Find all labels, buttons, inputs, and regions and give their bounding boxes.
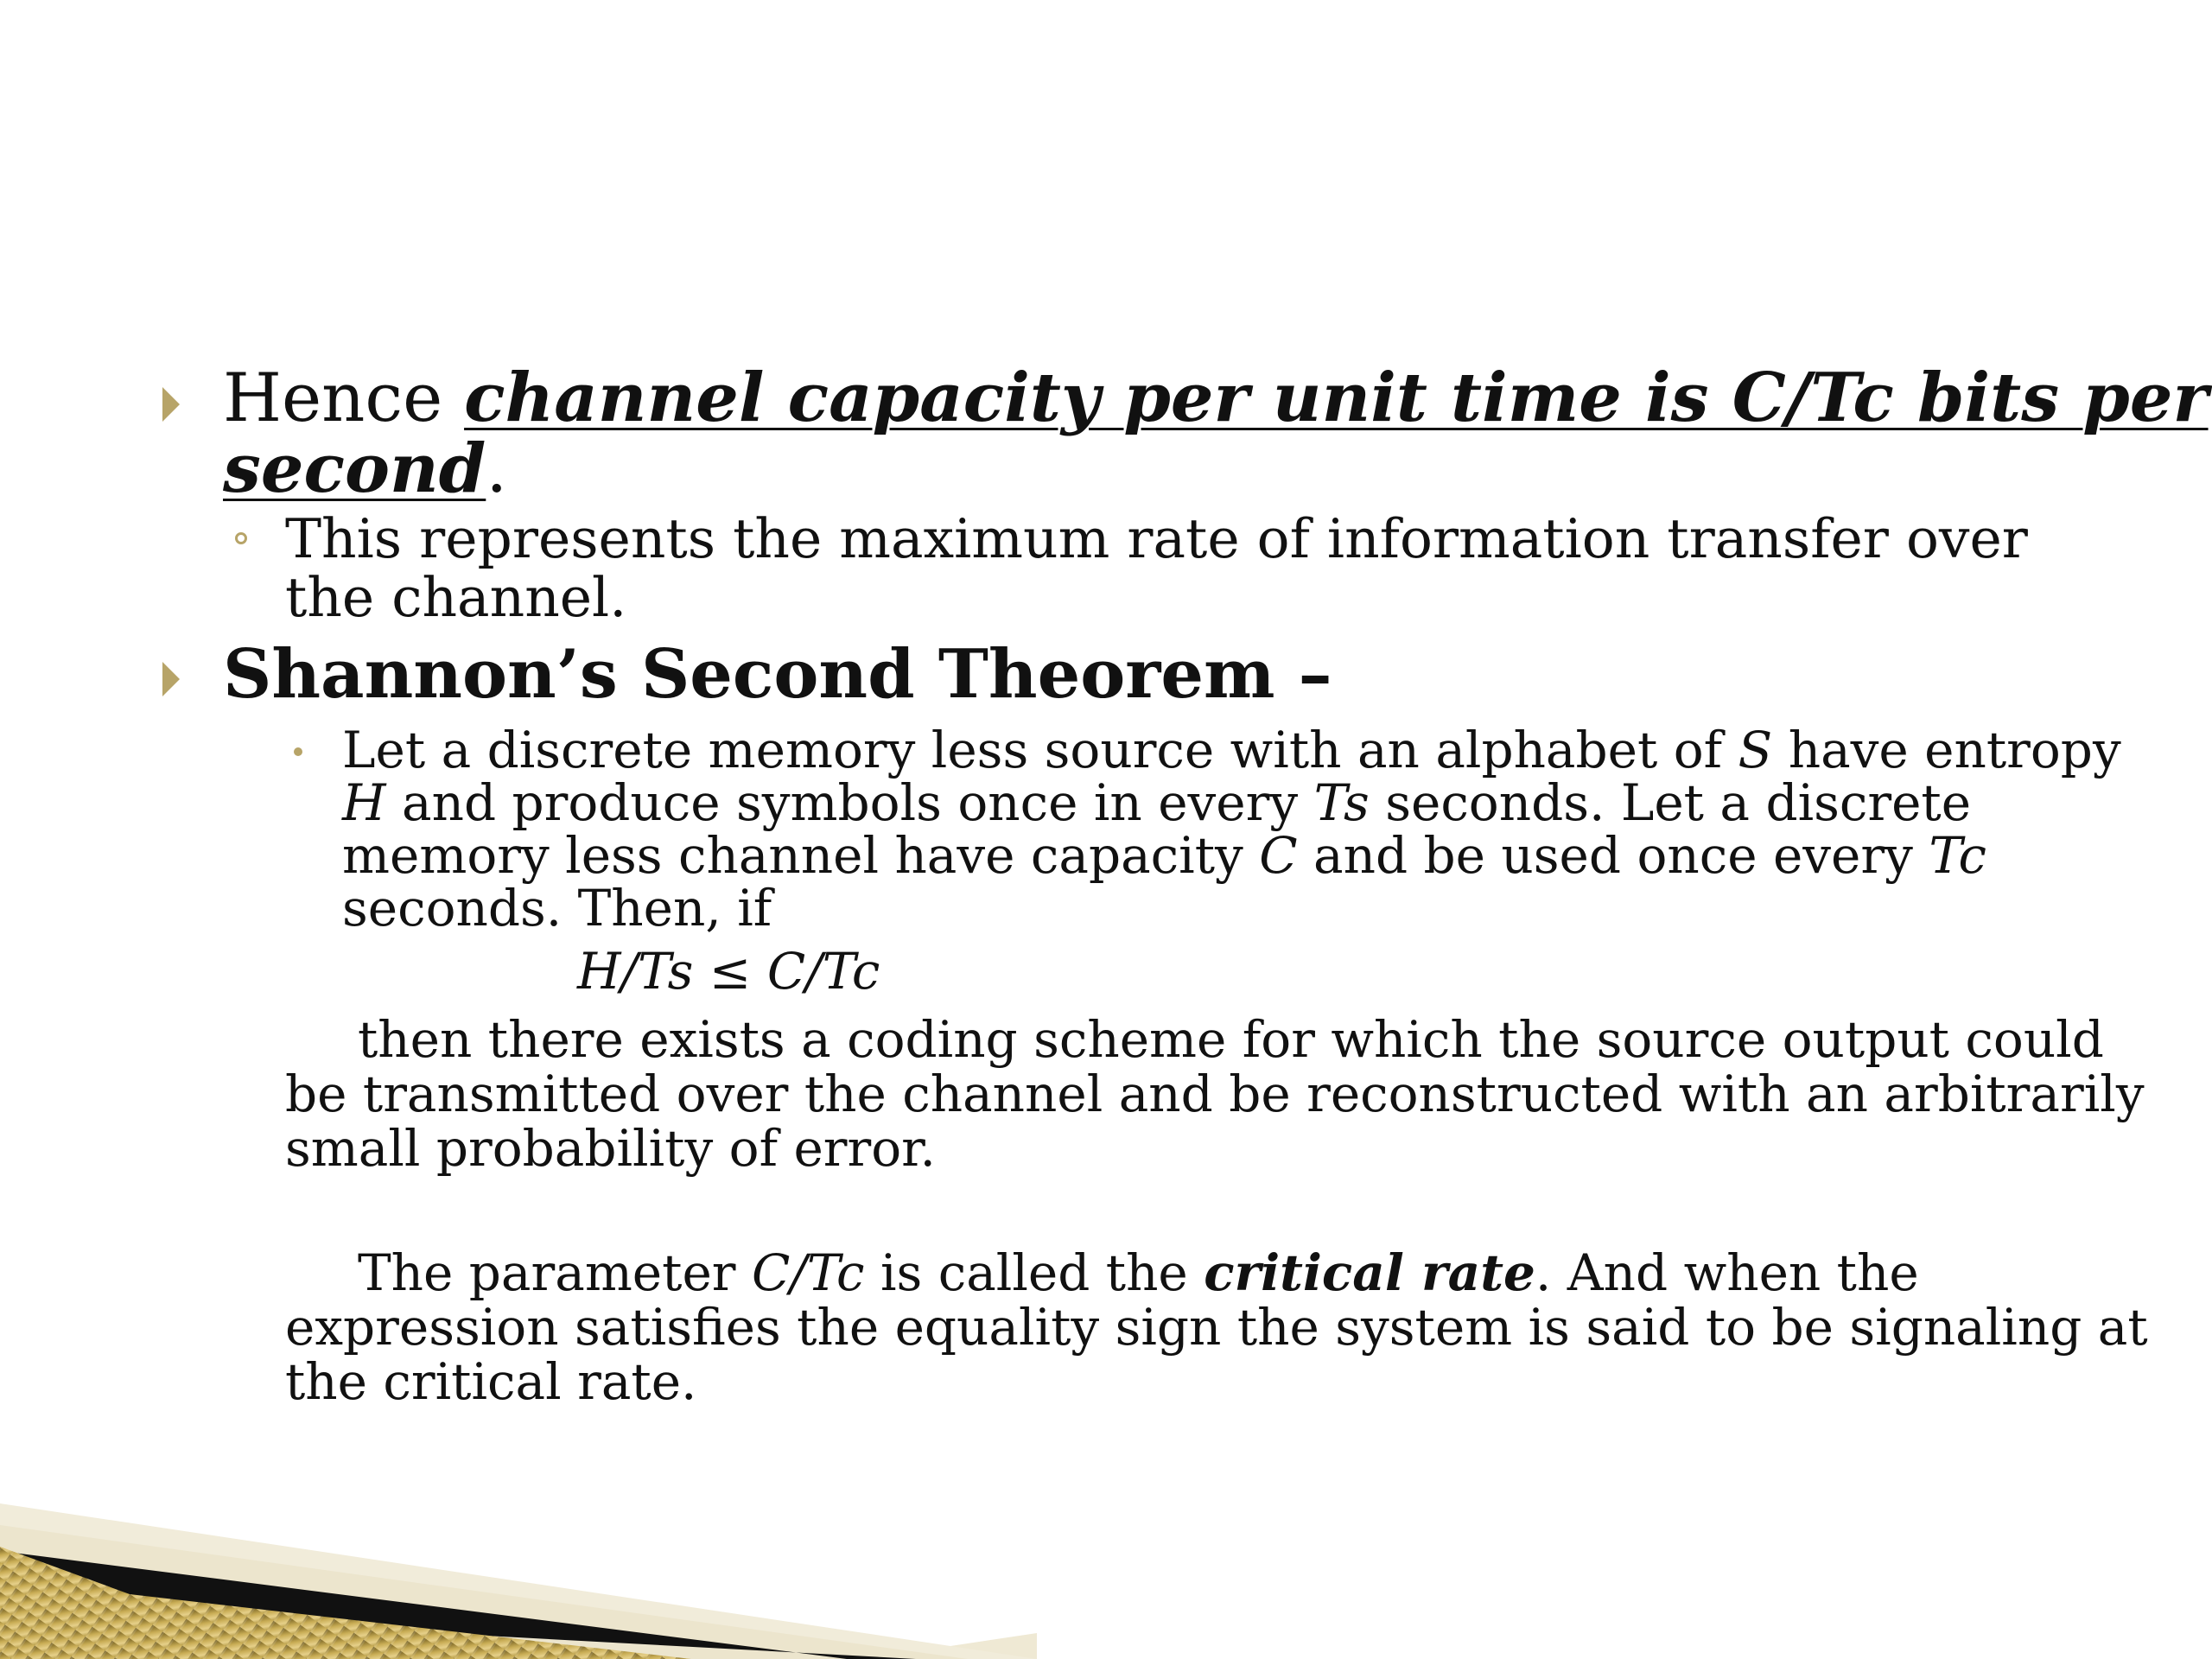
param-text: is called the: [864, 1243, 1205, 1302]
theorem-heading: Shannon’s Second Theorem –: [223, 635, 1332, 714]
symbol-H: H: [342, 773, 386, 832]
theorem-text: and be used once every: [1297, 826, 1929, 885]
symbol-C-Tc: C/Tc: [751, 1243, 865, 1302]
bullet-capacity: [223, 359, 2209, 508]
theorem-text: and produce symbols once in every: [385, 773, 1314, 832]
then-paragraph: [285, 1010, 2145, 1178]
theorem-text: have entropy: [1772, 721, 2121, 779]
critical-rate-paragraph: [285, 1243, 2148, 1411]
theorem-text: Let a discrete memory less source with an alphabet of: [342, 721, 1738, 779]
theorem-text: seconds. Let a discrete: [1369, 773, 1972, 832]
then-line-3: small probability of error.: [285, 1119, 936, 1178]
theorem-text: memory less channel have capacity: [342, 826, 1260, 885]
theorem-text: seconds. Then, if: [342, 879, 772, 938]
param-line-2: expression satisfies the equality sign the system is said to be signaling at: [285, 1298, 2148, 1357]
bullet-capacity-suffix: .: [486, 430, 508, 508]
param-text: The parameter: [358, 1243, 752, 1302]
then-line-1: then there exists a coding scheme for which the source output could: [358, 1010, 2104, 1069]
symbol-C: C: [1259, 826, 1298, 885]
symbol-Tc: Tc: [1929, 826, 1986, 885]
sub-bullet-line-1: This represents the maximum rate of information transfer over: [285, 507, 2028, 570]
symbol-Ts: Ts: [1313, 773, 1370, 832]
condition-equation: H/Ts ≤ C/Tc: [577, 942, 880, 1001]
critical-rate-term: critical rate: [1204, 1243, 1535, 1302]
theorem-statement: [342, 721, 2121, 938]
sub-bullet-max-rate: [285, 507, 2028, 629]
param-line-3: the critical rate.: [285, 1352, 697, 1411]
bullet-capacity-prefix: Hence: [223, 359, 465, 437]
symbol-S: S: [1738, 721, 1773, 779]
triangle-bullet-icon: [162, 662, 180, 696]
dot-bullet-icon: [294, 747, 302, 756]
param-text: . And when the: [1535, 1243, 1919, 1302]
bullet-capacity-emphasis-1: channel capacity per unit time is C/Tc bits per: [464, 359, 2209, 437]
sub-bullet-line-2: the channel.: [285, 566, 627, 629]
then-line-2: be transmitted over the channel and be reconstructed with an arbitrarily: [285, 1065, 2145, 1123]
bullet-capacity-emphasis-2: second: [223, 429, 486, 508]
decorative-swoosh: [0, 1400, 1037, 1659]
triangle-bullet-icon: [162, 387, 180, 422]
circle-bullet-icon: [235, 532, 247, 544]
